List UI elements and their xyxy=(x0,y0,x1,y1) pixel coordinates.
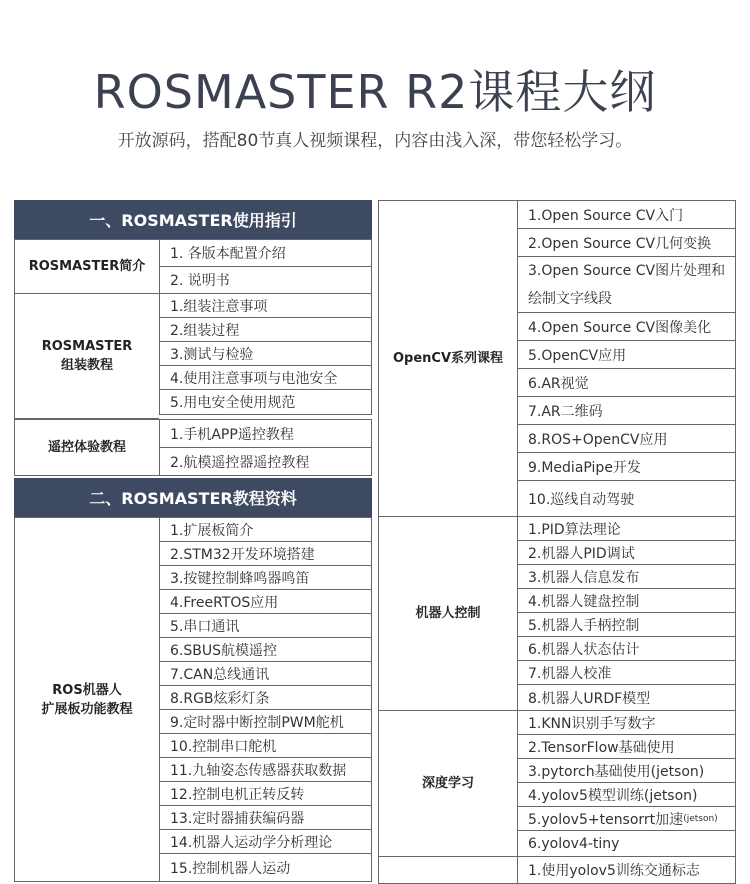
list-item: 1.PID算法理论 xyxy=(517,516,736,541)
page-subtitle: 开放源码，搭配80节真人视频课程，内容由浅入深，带您轻松学习。 xyxy=(117,131,633,151)
group-robot-control xyxy=(378,516,736,711)
list-item: 7.AR二维码 xyxy=(517,396,736,425)
list-item: 2. 说明书 xyxy=(159,266,372,294)
right-column xyxy=(378,200,736,884)
item-suffix: (jetson) xyxy=(683,813,718,824)
list-item: 4.yolov5模型训练(jetson) xyxy=(517,782,736,807)
list-item: 4.Open Source CV图像美化 xyxy=(517,312,736,341)
list-item: 5.串口通讯 xyxy=(159,613,372,638)
list-item: 10.控制串口舵机 xyxy=(159,733,372,758)
list-item: 3.测试与检验 xyxy=(159,341,372,366)
list-item: 2.组装过程 xyxy=(159,317,372,342)
list-item: 5.机器人手柄控制 xyxy=(517,612,736,637)
list-item: 5.用电安全使用规范 xyxy=(159,389,372,415)
list-item: 6.yolov4-tiny xyxy=(517,830,736,857)
group-label: ROS机器人 扩展板功能教程 xyxy=(14,517,159,882)
list-item: 1.手机APP遥控教程 xyxy=(159,419,372,448)
group-label: ROSMASTER简介 xyxy=(14,239,159,294)
left-column xyxy=(14,200,372,884)
list-item: 1. 各版本配置介绍 xyxy=(159,239,372,267)
list-item: 15.控制机器人运动 xyxy=(159,853,372,882)
group-deep-learning xyxy=(378,710,736,857)
group-label: 遥控体验教程 xyxy=(14,419,159,476)
list-item: 7.CAN总线通讯 xyxy=(159,661,372,686)
list-item: 3.Open Source CV图片处理和绘制文字线段 xyxy=(517,256,736,313)
group-expansion-board xyxy=(14,517,372,882)
list-item: 14.机器人运动学分析理论 xyxy=(159,829,372,854)
list-item: 2.STM32开发环境搭建 xyxy=(159,541,372,566)
list-item: 7.机器人校准 xyxy=(517,660,736,685)
list-item: 4.使用注意事项与电池安全 xyxy=(159,365,372,390)
list-item: 3.机器人信息发布 xyxy=(517,564,736,589)
group-intro xyxy=(14,239,372,294)
list-item: 1.组装注意事项 xyxy=(159,293,372,318)
group-next xyxy=(378,856,736,884)
page-title: ROSMASTER R2课程大纲 xyxy=(93,65,657,119)
list-item: 8.ROS+OpenCV应用 xyxy=(517,424,736,453)
group-label: OpenCV系列课程 xyxy=(378,200,517,517)
list-item: 1.KNN识别手写数字 xyxy=(517,710,736,735)
group-opencv xyxy=(378,200,736,517)
list-item: 6.机器人状态估计 xyxy=(517,636,736,661)
group-label: 深度学习 xyxy=(378,710,517,857)
list-item: 2.航模遥控器遥控教程 xyxy=(159,447,372,476)
list-item: 8.机器人URDF模型 xyxy=(517,684,736,711)
list-item: 1.Open Source CV入门 xyxy=(517,200,736,229)
group-remote-control xyxy=(14,419,372,476)
list-item: 9.MediaPipe开发 xyxy=(517,452,736,481)
section-header-usage-guide: 一、ROSMASTER使用指引 xyxy=(14,200,372,239)
group-label: 机器人控制 xyxy=(378,516,517,711)
list-item xyxy=(517,806,736,831)
list-item: 3.pytorch基础使用(jetson) xyxy=(517,758,736,783)
group-label: ROSMASTER 组装教程 xyxy=(14,293,159,419)
group-assembly xyxy=(14,293,372,419)
list-item: 10.巡线自动驾驶 xyxy=(517,480,736,517)
item-text: 5.yolov5+tensorrt加速 xyxy=(528,811,684,828)
list-item: 13.定时器捕获编码器 xyxy=(159,805,372,830)
list-item: 1.使用yolov5训练交通标志 xyxy=(517,856,736,884)
list-item: 2.机器人PID调试 xyxy=(517,540,736,565)
list-item: 3.按键控制蜂鸣器鸣笛 xyxy=(159,565,372,590)
list-item: 1.扩展板简介 xyxy=(159,517,372,542)
section-header-tutorials: 二、ROSMASTER教程资料 xyxy=(14,478,372,517)
list-item: 6.SBUS航模遥控 xyxy=(159,637,372,662)
list-item: 4.机器人键盘控制 xyxy=(517,588,736,613)
list-item: 9.定时器中断控制PWM舵机 xyxy=(159,709,372,734)
list-item: 11.九轴姿态传感器获取数据 xyxy=(159,757,372,782)
list-item: 5.OpenCV应用 xyxy=(517,340,736,369)
list-item: 8.RGB炫彩灯条 xyxy=(159,685,372,710)
list-item: 2.Open Source CV几何变换 xyxy=(517,228,736,257)
list-item: 2.TensorFlow基础使用 xyxy=(517,734,736,759)
list-item: 6.AR视觉 xyxy=(517,368,736,397)
list-item: 4.FreeRTOS应用 xyxy=(159,589,372,614)
group-label xyxy=(378,856,517,884)
list-item: 12.控制电机正转反转 xyxy=(159,781,372,806)
